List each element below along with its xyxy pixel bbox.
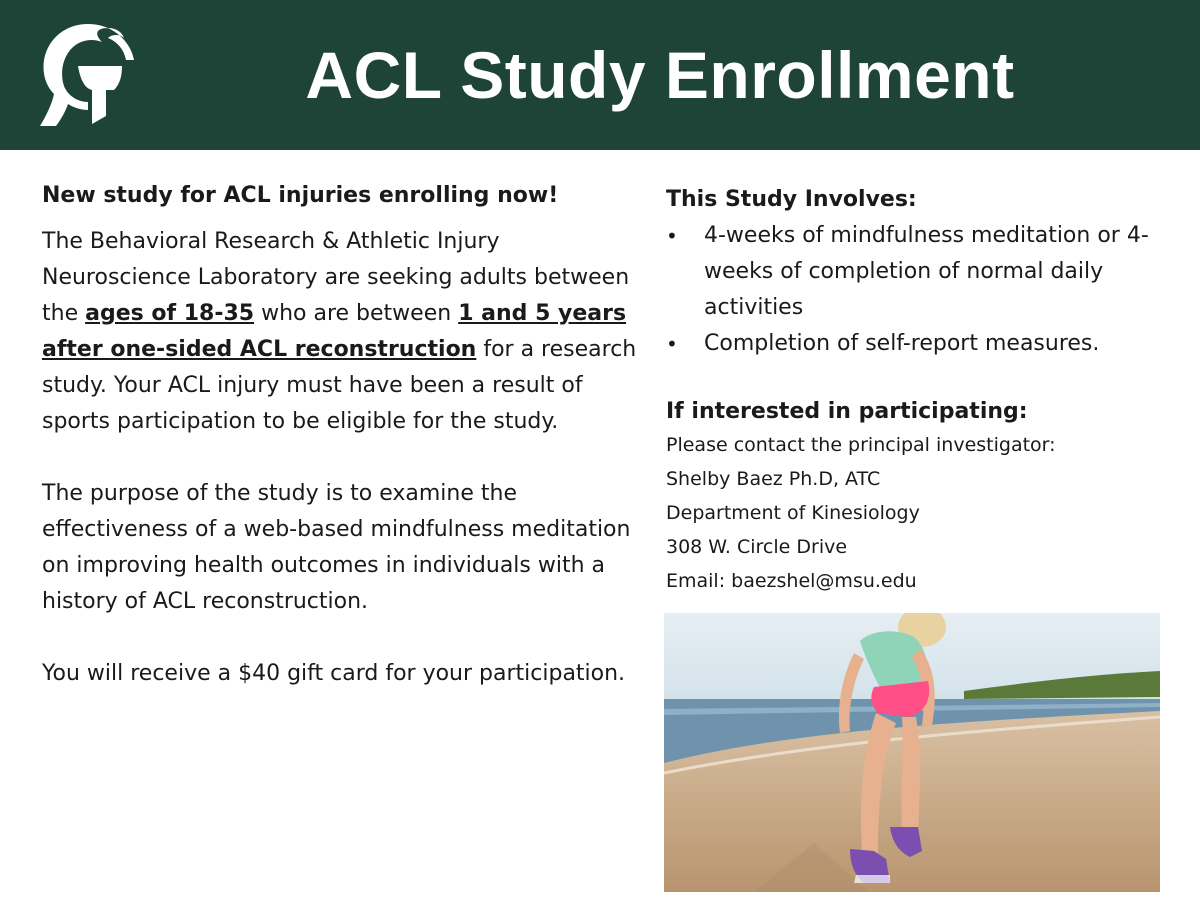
contact-name: Shelby Baez Ph.D, ATC bbox=[666, 468, 881, 490]
list-item: • 4-weeks of mindfulness meditation or 4-weeks of completion of normal daily activities bbox=[666, 218, 1186, 326]
age-range-highlight: ages of 18-35 bbox=[85, 301, 255, 326]
timeframe-highlight: 1 and 5 years after one-sided ACL reconstruction bbox=[42, 301, 627, 362]
intro-paragraph bbox=[42, 224, 642, 440]
right-column bbox=[666, 184, 1186, 598]
intro-text-2: who are between bbox=[254, 301, 459, 326]
page-title: ACL Study Enrollment bbox=[305, 38, 1015, 112]
spartan-helmet-icon bbox=[36, 20, 136, 132]
contact-department: Department of Kinesiology bbox=[666, 502, 920, 524]
purpose-paragraph: The purpose of the study is to examine the effectiveness of a web-based mindfulness meditation on improving health outcomes in individuals with a history of ACL reconstruction. bbox=[42, 481, 631, 614]
left-column bbox=[42, 180, 642, 692]
intro-text-1: The Behavioral Research & Athletic Injury Neuroscience Laboratory are seeking adults between the bbox=[42, 229, 630, 326]
involves-heading: This Study Involves: bbox=[666, 187, 917, 212]
contact-address: 308 W. Circle Drive bbox=[666, 536, 848, 558]
compensation-paragraph: You will receive a $40 gift card for your participation. bbox=[42, 661, 626, 686]
header-banner bbox=[0, 0, 1200, 150]
involves-list bbox=[666, 218, 1186, 362]
interest-heading: If interested in participating: bbox=[666, 399, 1028, 424]
intro-text-3: for a research study. Your ACL injury must have been a result of sports participation to be eligible for the study. bbox=[42, 337, 637, 434]
list-item: • Completion of self-report measures. bbox=[666, 326, 1186, 362]
contact-intro: Please contact the principal investigator: bbox=[666, 434, 1056, 456]
contact-email: Email: baezshel@msu.edu bbox=[666, 570, 917, 592]
runner-knee-pain-photo bbox=[664, 613, 1160, 892]
headline: New study for ACL injuries enrolling now! bbox=[42, 183, 559, 208]
